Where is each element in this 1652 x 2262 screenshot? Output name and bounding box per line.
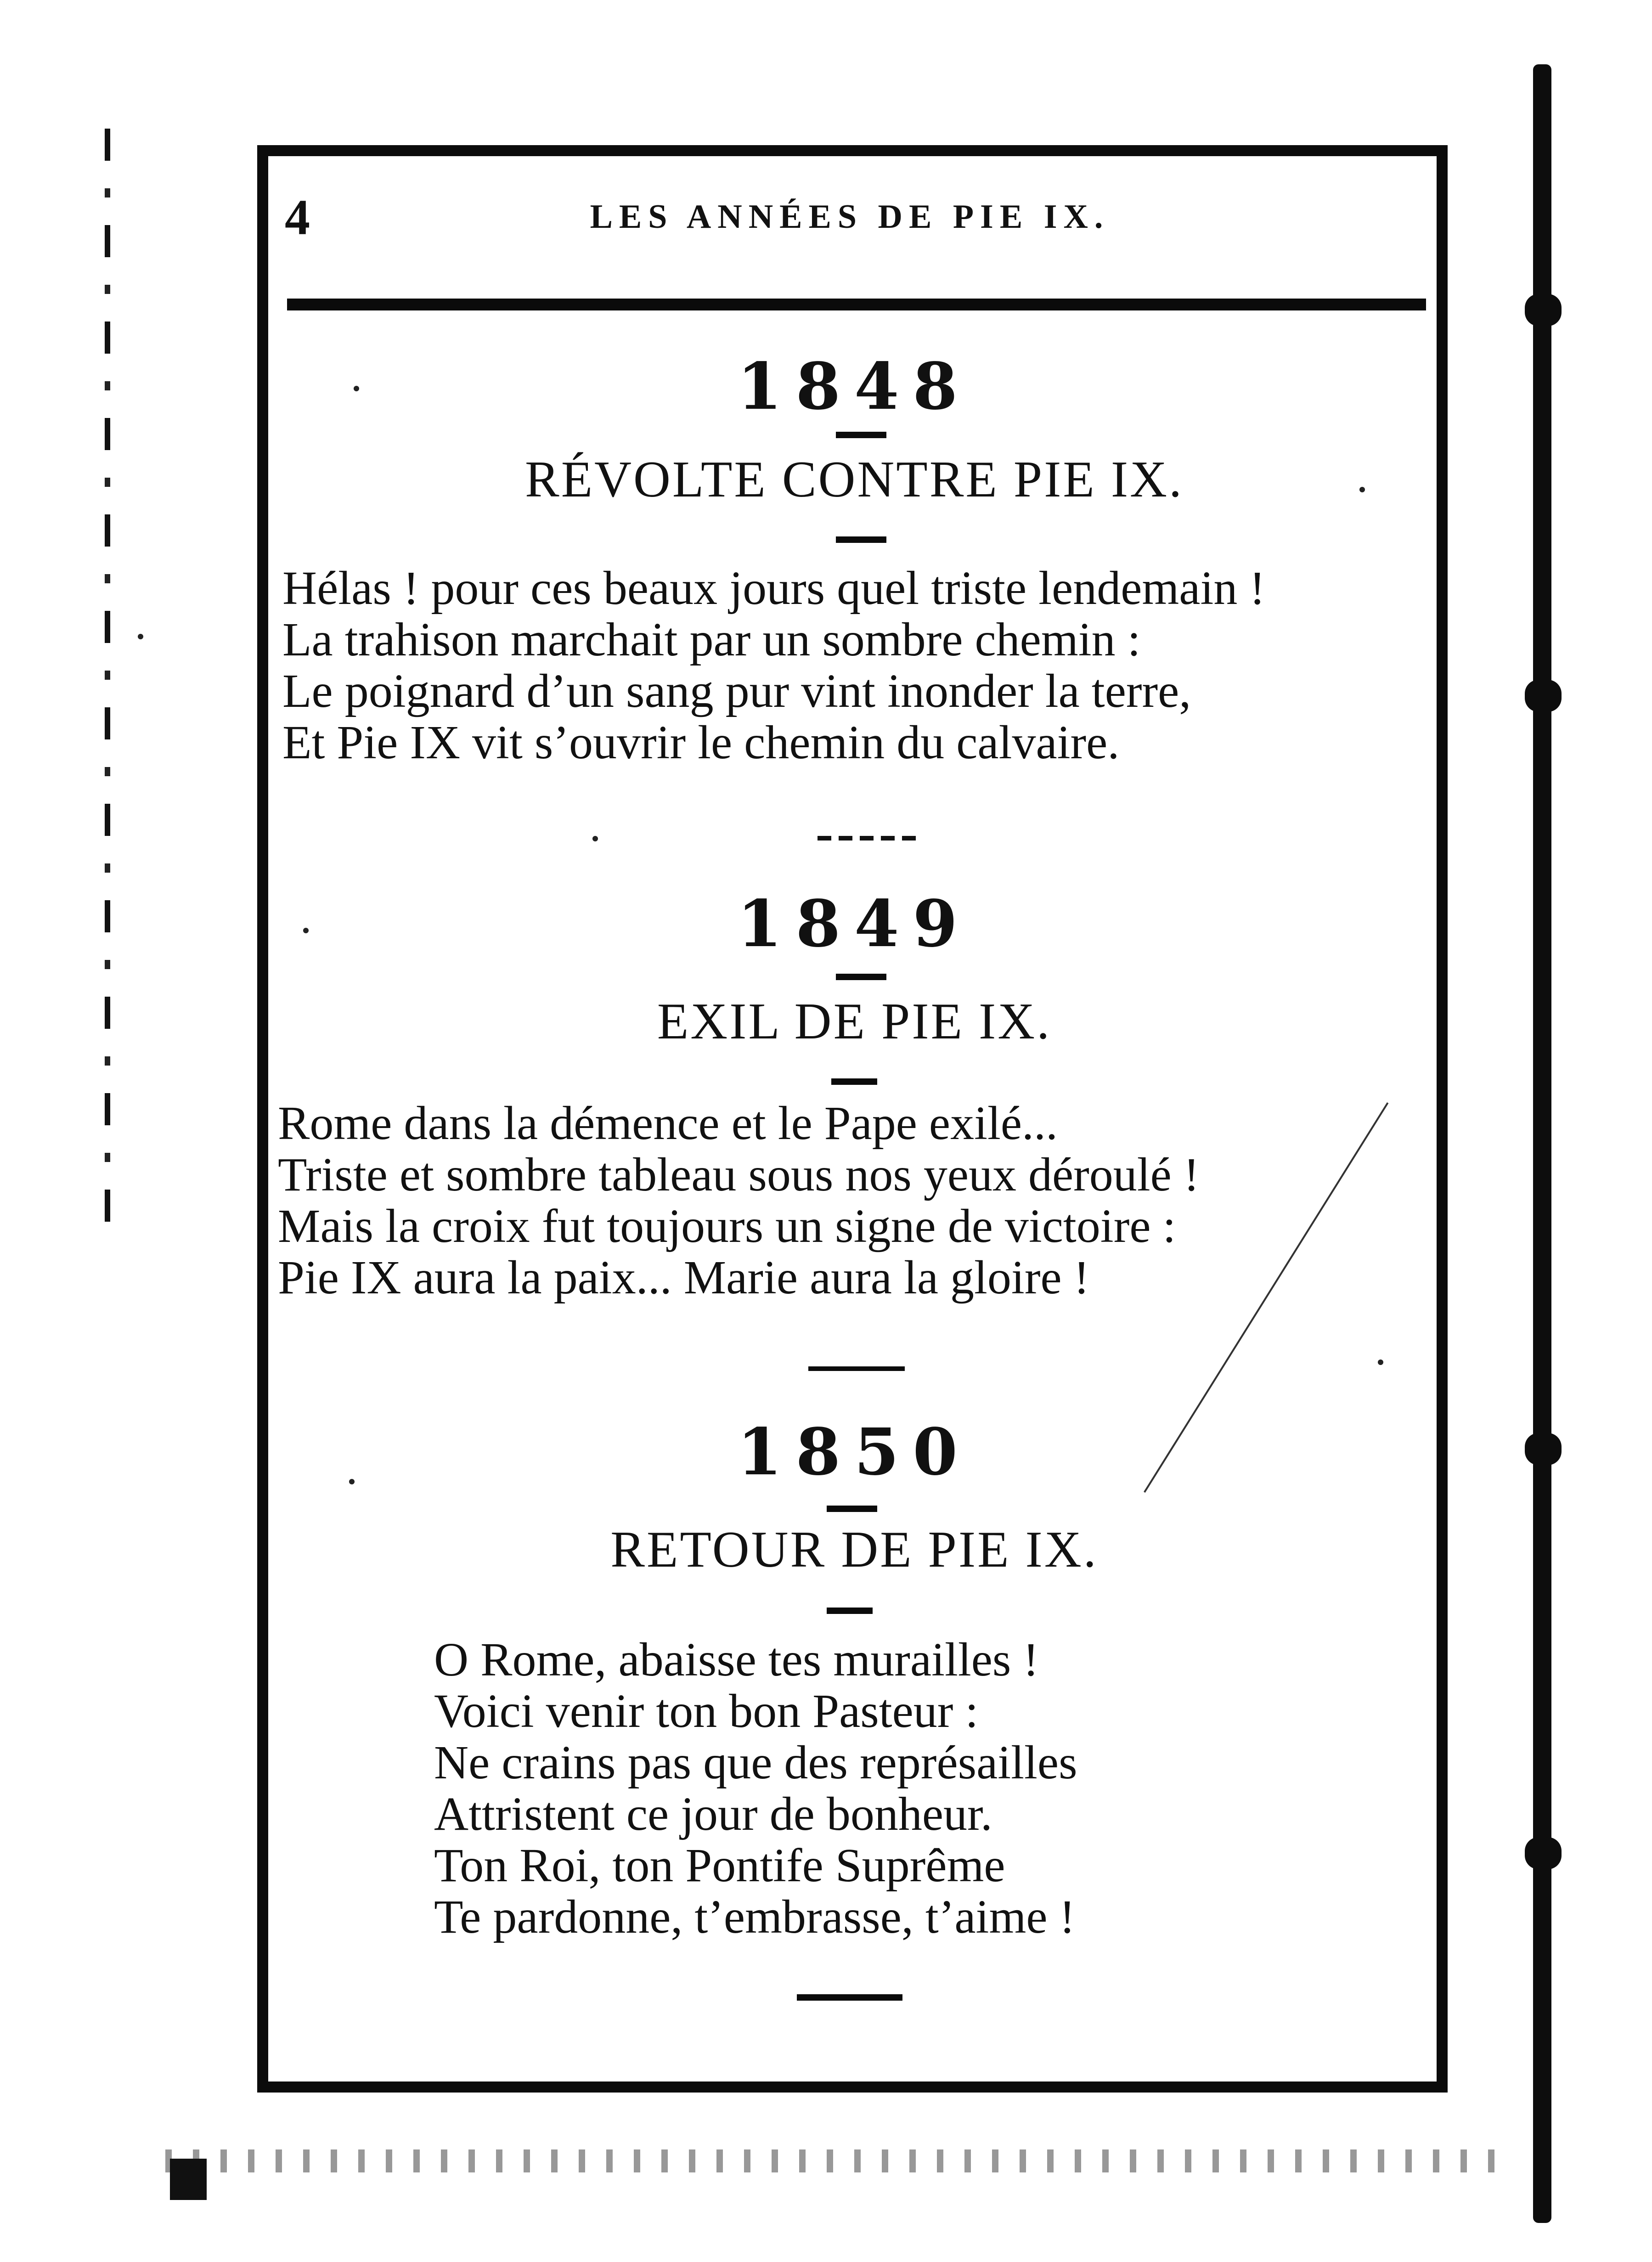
section-ornament [808, 1366, 905, 1371]
section-title: RÉVOLTE CONTRE PIE IX. [524, 451, 1184, 508]
verse-line: Triste et sombre tableau sous nos yeux déroulé ! [278, 1148, 1200, 1201]
verse-line: Ton Roi, ton Pontife Suprême [434, 1839, 1005, 1892]
scan-edge-notch [1525, 1433, 1562, 1465]
verse-line: Pie IX aura la paix... Marie aura la gloire ! [278, 1251, 1090, 1304]
verse-line: Attristent ce jour de bonheur. [434, 1788, 992, 1840]
scan-edge-left [105, 129, 110, 1240]
stanza [278, 1098, 1199, 1303]
short-rule [836, 974, 886, 980]
section-title: RETOUR DE PIE IX. [610, 1521, 1098, 1578]
speck [138, 634, 143, 639]
section-year: 1849 [737, 886, 971, 962]
scan-edge-notch [1525, 294, 1562, 326]
scan-corner-mark [170, 2159, 207, 2200]
verse-line: Le poignard d’un sang pur vint inonder la terre, [282, 665, 1191, 717]
short-rule [831, 1078, 877, 1085]
header-rule [287, 299, 1426, 310]
verse-line: Hélas ! pour ces beaux jours quel triste lendemain ! [282, 562, 1265, 615]
section-year: 1850 [737, 1415, 971, 1490]
scan-edge-notch [1525, 1837, 1562, 1869]
verse-line: Voici venir ton bon Pasteur : [434, 1685, 979, 1737]
short-rule [836, 432, 886, 438]
stanza [434, 1634, 1077, 1943]
running-header [276, 184, 1424, 248]
verse-line: Ne crains pas que des représailles [434, 1736, 1077, 1789]
scan-edge-notch [1525, 680, 1562, 712]
scan-edge-right [1533, 64, 1551, 2223]
scan-bottom-smudge [165, 2149, 1497, 2172]
verse-line: La trahison marchait par un sombre chemin : [282, 613, 1141, 666]
section-year: 1848 [737, 349, 971, 424]
stanza [282, 563, 1265, 768]
running-title: LES ANNÉES DE PIE IX. [590, 198, 1110, 236]
verse-line: O Rome, abaisse tes murailles ! [434, 1633, 1039, 1686]
verse-line: Mais la croix fut toujours un signe de victoire : [278, 1200, 1176, 1252]
verse-line: Rome dans la démence et le Pape exilé... [278, 1097, 1058, 1150]
page-number: 4 [285, 189, 310, 245]
closing-rule [797, 1994, 902, 2001]
section-ornament [818, 836, 919, 840]
short-rule [827, 1608, 873, 1614]
short-rule [836, 536, 886, 543]
verse-line: Et Pie IX vit s’ouvrir le chemin du calvaire. [282, 716, 1120, 769]
short-rule [827, 1506, 877, 1512]
verse-line: Te pardonne, t’embrasse, t’aime ! [434, 1890, 1076, 1943]
section-title: EXIL DE PIE IX. [657, 993, 1052, 1050]
